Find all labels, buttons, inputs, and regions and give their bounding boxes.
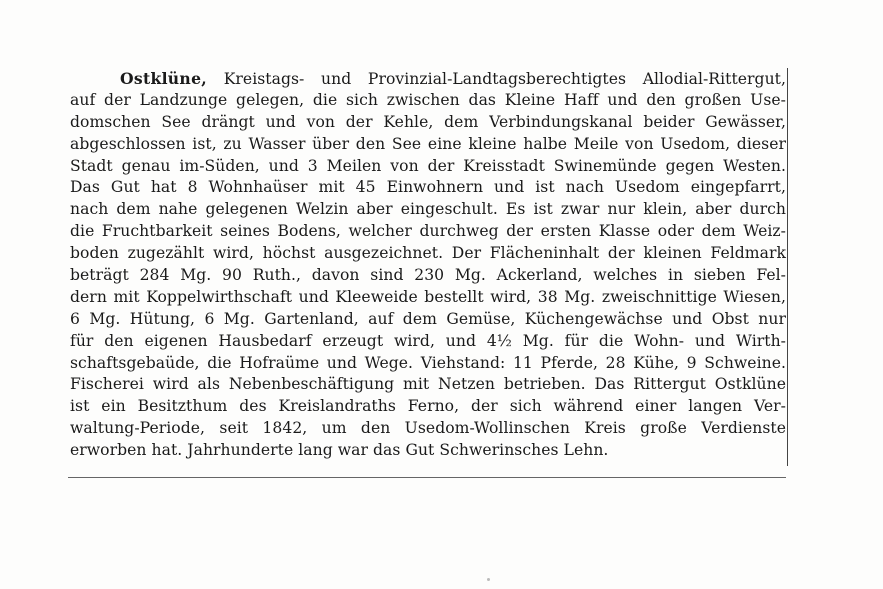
scan-speck bbox=[487, 578, 490, 581]
text-line-3: domschen See drängt und von der Kehle, dem Verbindungskanal beider Gewässer, bbox=[70, 112, 786, 131]
text-line-1 bbox=[70, 68, 786, 90]
text-line-16: ist ein Besitzthum des Kreislandraths Ferno, der sich während einer langen Ver- bbox=[70, 397, 786, 416]
text-line-10: beträgt 284 Mg. 90 Ruth., davon sind 230 Mg. Ackerland, welches in sieben Fel- bbox=[70, 266, 786, 285]
text-line-14: schaftsgebaüde, die Hofraüme und Wege. Viehstand: 11 Pferde, 28 Kühe, 9 Schweine. bbox=[70, 353, 786, 372]
lead-word: Ostklüne, bbox=[120, 69, 208, 88]
text-line-12: 6 Mg. Hütung, 6 Mg. Gartenland, auf dem Gemüse, Küchengewächse und Obst nur bbox=[70, 309, 786, 328]
text-line-2: auf der Landzunge gelegen, die sich zwischen das Kleine Haff und den großen Use- bbox=[70, 90, 786, 109]
text-line-17: waltung-Periode, seit 1842, um den Usedom-Wollinschen Kreis große Verdienste bbox=[70, 419, 786, 438]
text-line-5: Stadt genau im-Süden, und 3 Meilen von der Kreisstadt Swinemünde gegen Westen. bbox=[70, 156, 786, 175]
text-line-18: erworben hat. Jahrhunderte lang war das Gut Schwerinsches Lehn. bbox=[70, 441, 609, 460]
text-line-15: Fischerei wird als Nebenbeschäftigung mit Netzen betrieben. Das Rittergut Ostklüne bbox=[70, 375, 786, 394]
article-text bbox=[70, 68, 786, 462]
frame-line-bottom bbox=[68, 477, 786, 478]
text-line-6: Das Gut hat 8 Wohnhaüser mit 45 Einwohnern und ist nach Usedom eingepfarrt, bbox=[70, 178, 786, 197]
text-line-7: nach dem nahe gelegenen Welzin aber eingeschult. Es ist zwar nur klein, aber durch bbox=[70, 200, 786, 219]
text-line-13: für den eigenen Hausbedarf erzeugt wird, und 4½ Mg. für die Wohn- und Wirth- bbox=[70, 331, 786, 350]
text-line-11: dern mit Koppelwirthschaft und Kleeweide bestellt wird, 38 Mg. zweischnittige Wiesen, bbox=[70, 287, 786, 306]
text-line-4: abgeschlossen ist, zu Wasser über den See eine kleine halbe Meile von Usedom, dieser bbox=[70, 134, 786, 153]
line-1-rest: Kreistags- und Provinzial-Landtagsberechtigtes Allodial-Rittergut, bbox=[207, 70, 786, 88]
frame-line-right bbox=[787, 68, 788, 466]
text-line-9: boden zugezählt wird, höchst ausgezeichnet. Der Flächeninhalt der kleinen Feldmark bbox=[70, 244, 786, 263]
text-line-8: die Fruchtbarkeit seines Bodens, welcher durchweg der ersten Klasse oder dem Weiz- bbox=[70, 222, 786, 241]
